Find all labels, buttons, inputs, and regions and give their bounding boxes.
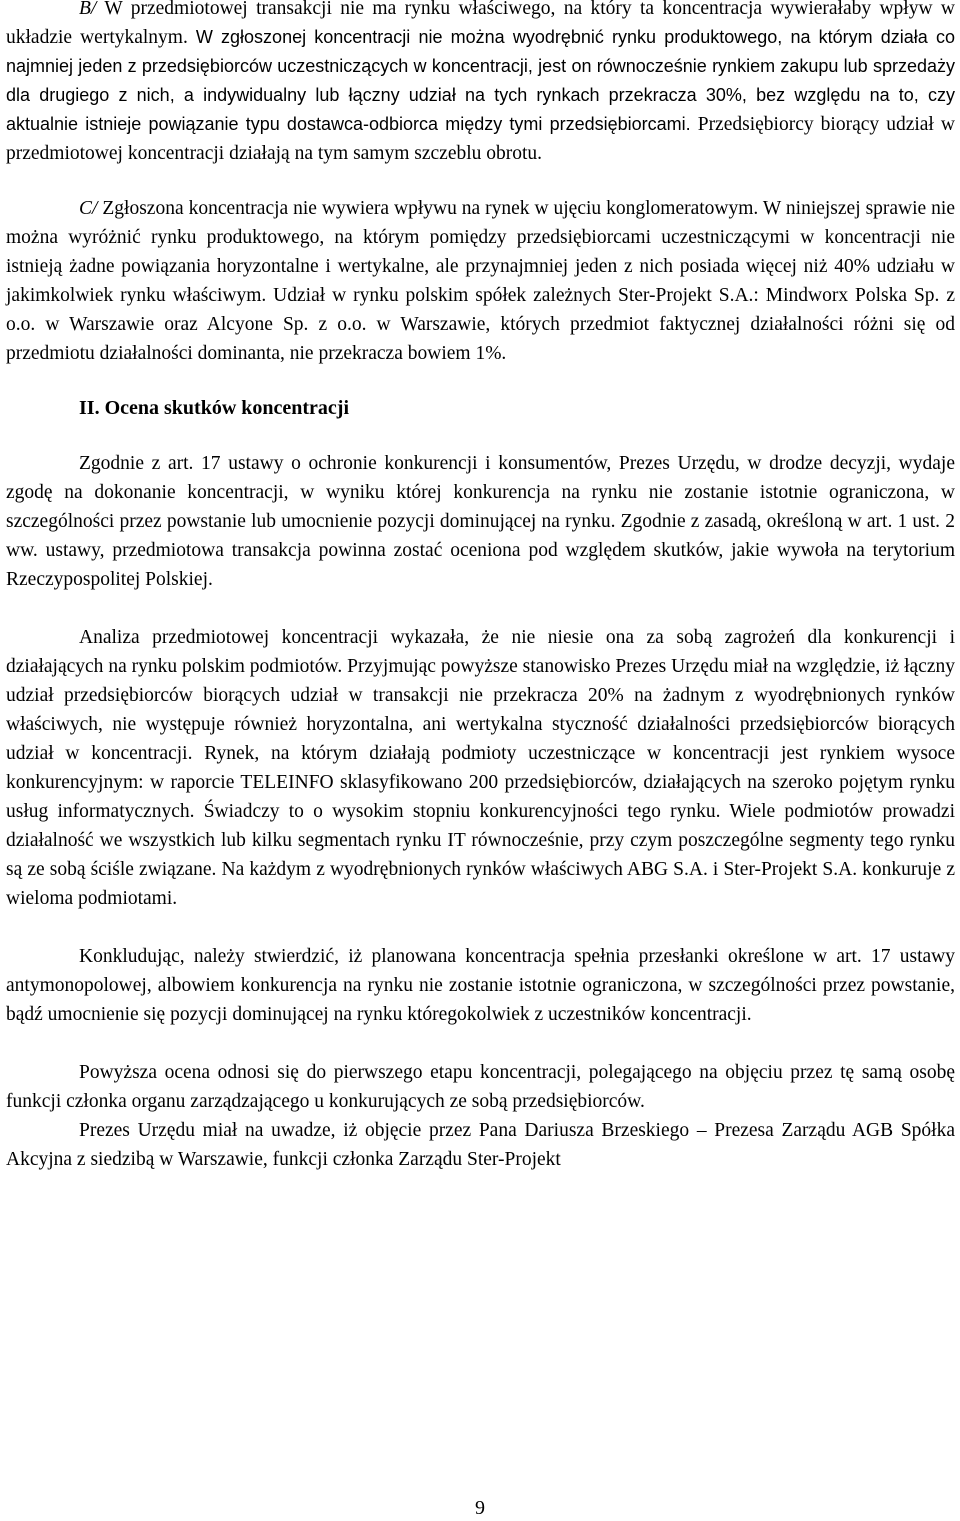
section-label-c: C/: [79, 198, 98, 219]
paragraph-b-first: W przedmiotowej transakcji nie ma rynku właściwego, na który ta koncentracja wywierałaby wpływ w układzie wertykalnym.: [6, 0, 955, 48]
paragraph-b-end: Przedsiębiorcy biorący udział w przedmiotowej koncentracji działają na tym samym szczeblu obrotu.: [6, 114, 955, 164]
paragraph-c-text: Zgłoszona koncentracja nie wywiera wpływu na rynek w ujęciu konglomeratowym. W niniejszej sprawie nie można wyróżnić rynku produktowego, na którym pomiędzy przedsiębiorcami uczestniczącymi w koncentracji nie istnieją żadne powiązania horyzontalne i wertykalne, ale przynajmniej jeden z nich posiada więcej niż 40% udziału w jakimkolwiek rynku właściwym. Udział w rynku polskim spółek zależnych Ster-Projekt S.A.: Mindworx Polska Sp. z o.o. w Warszawie oraz Alcyone Sp. z o.o. w Warszawie, których przedmiot faktycznej działalności różni się od przedmiotu działalności dominanta, nie przekracza bowiem 1%.: [6, 198, 955, 364]
document-page: [6, 0, 955, 1174]
paragraph-konkludujac: Konkludując, należy stwierdzić, iż planowana koncentracja spełnia przesłanki określone w art. 17 ustawy antymonopolowej, albowiem konkurencja na rynku nie zostanie istotnie ograniczona, w szczególności przez powstanie, bądź umocnienie się pozycji dominującej na rynku któregokolwiek z uczestników koncentracji.: [6, 946, 955, 1025]
section-heading: II. Ocena skutków koncentracji: [79, 397, 350, 419]
paragraph-b-rest: W zgłoszonej koncentracji nie można wyodrębnić rynku produktowego, na którym działa co najmniej jeden z przedsiębiorców uczestniczących w koncentracji, jest on równocześnie rynkiem zakupu lub sprzedaży dla drugiego z nich, a indywidualny lub łączny udział na tych rynkach przekracza 30%, bez względu na to, czy aktualnie istnieje powiązanie typu dostawca-odbiorca między tymi przedsiębiorcami.: [6, 27, 955, 134]
paragraph-analiza: Analiza przedmiotowej koncentracji wykazała, że nie niesie ona za sobą zagrożeń dla konkurencji i działających na rynku polskim podmiotów. Przyjmując powyższe stanowisko Prezes Urzędu miał na względzie, iż łączny udział przedsiębiorców biorących udział w transakcji nie przekracza 20% na żadnym z wyodrębnionych rynków właściwych, nie występuje również horyzontalna, ani wertykalna styczność działalności przedsiębiorców biorących udział w koncentracji. Rynek, na którym działają podmioty uczestniczące w koncentracji jest rynkiem wysoce konkurencyjnym: w raporcie TELEINFO sklasyfikowano 200 przedsiębiorców, działających na szeroko pojętym rynku usług informatycznych. Świadczy to o wysokim stopniu konkurencyjności tego rynku. Wiele podmiotów prowadzi działalność we wszystkich lub kilku segmentach rynku IT równocześnie, przy czym poszczególne segmenty tego rynku są ze sobą ściśle związane. Na każdym z wyodrębnionych rynków właściwych ABG S.A. i Ster-Projekt S.A. konkuruje z wieloma podmiotami.: [6, 627, 955, 909]
section-label-b: B/: [79, 0, 97, 19]
paragraph-zgodnie: Zgodnie z art. 17 ustawy o ochronie konkurencji i konsumentów, Prezes Urzędu, w drodze decyzji, wydaje zgodę na dokonanie koncentracji, w wyniku której konkurencja na rynku nie zostanie istotnie ograniczona, w szczególności przez powstanie lub umocnienie pozycji dominującej na rynku. Zgodnie z zasadą, określoną w art. 1 ust. 2 ww. ustawy, przedmiotowa transakcja powinna zostać oceniona pod względem skutków, jakie wywoła na terytorium Rzeczypospolitej Polskiej.: [6, 453, 955, 590]
paragraph-prezes: Prezes Urzędu miał na uwadze, iż objęcie przez Pana Dariusza Brzeskiego – Prezesa Zarządu AGB Spółka Akcyjna z siedzibą w Warszawie, funkcji członka Zarządu Ster-Projekt: [6, 1120, 955, 1170]
page-number: 9: [475, 1497, 485, 1519]
paragraph-c: [6, 194, 955, 368]
paragraph-b: [6, 0, 955, 168]
paragraph-powyzsza: Powyższa ocena odnosi się do pierwszego etapu koncentracji, polegającego na objęciu przez tę samą osobę funkcji członka organu zarządzającego u konkurujących ze sobą przedsiębiorców.: [6, 1062, 955, 1112]
